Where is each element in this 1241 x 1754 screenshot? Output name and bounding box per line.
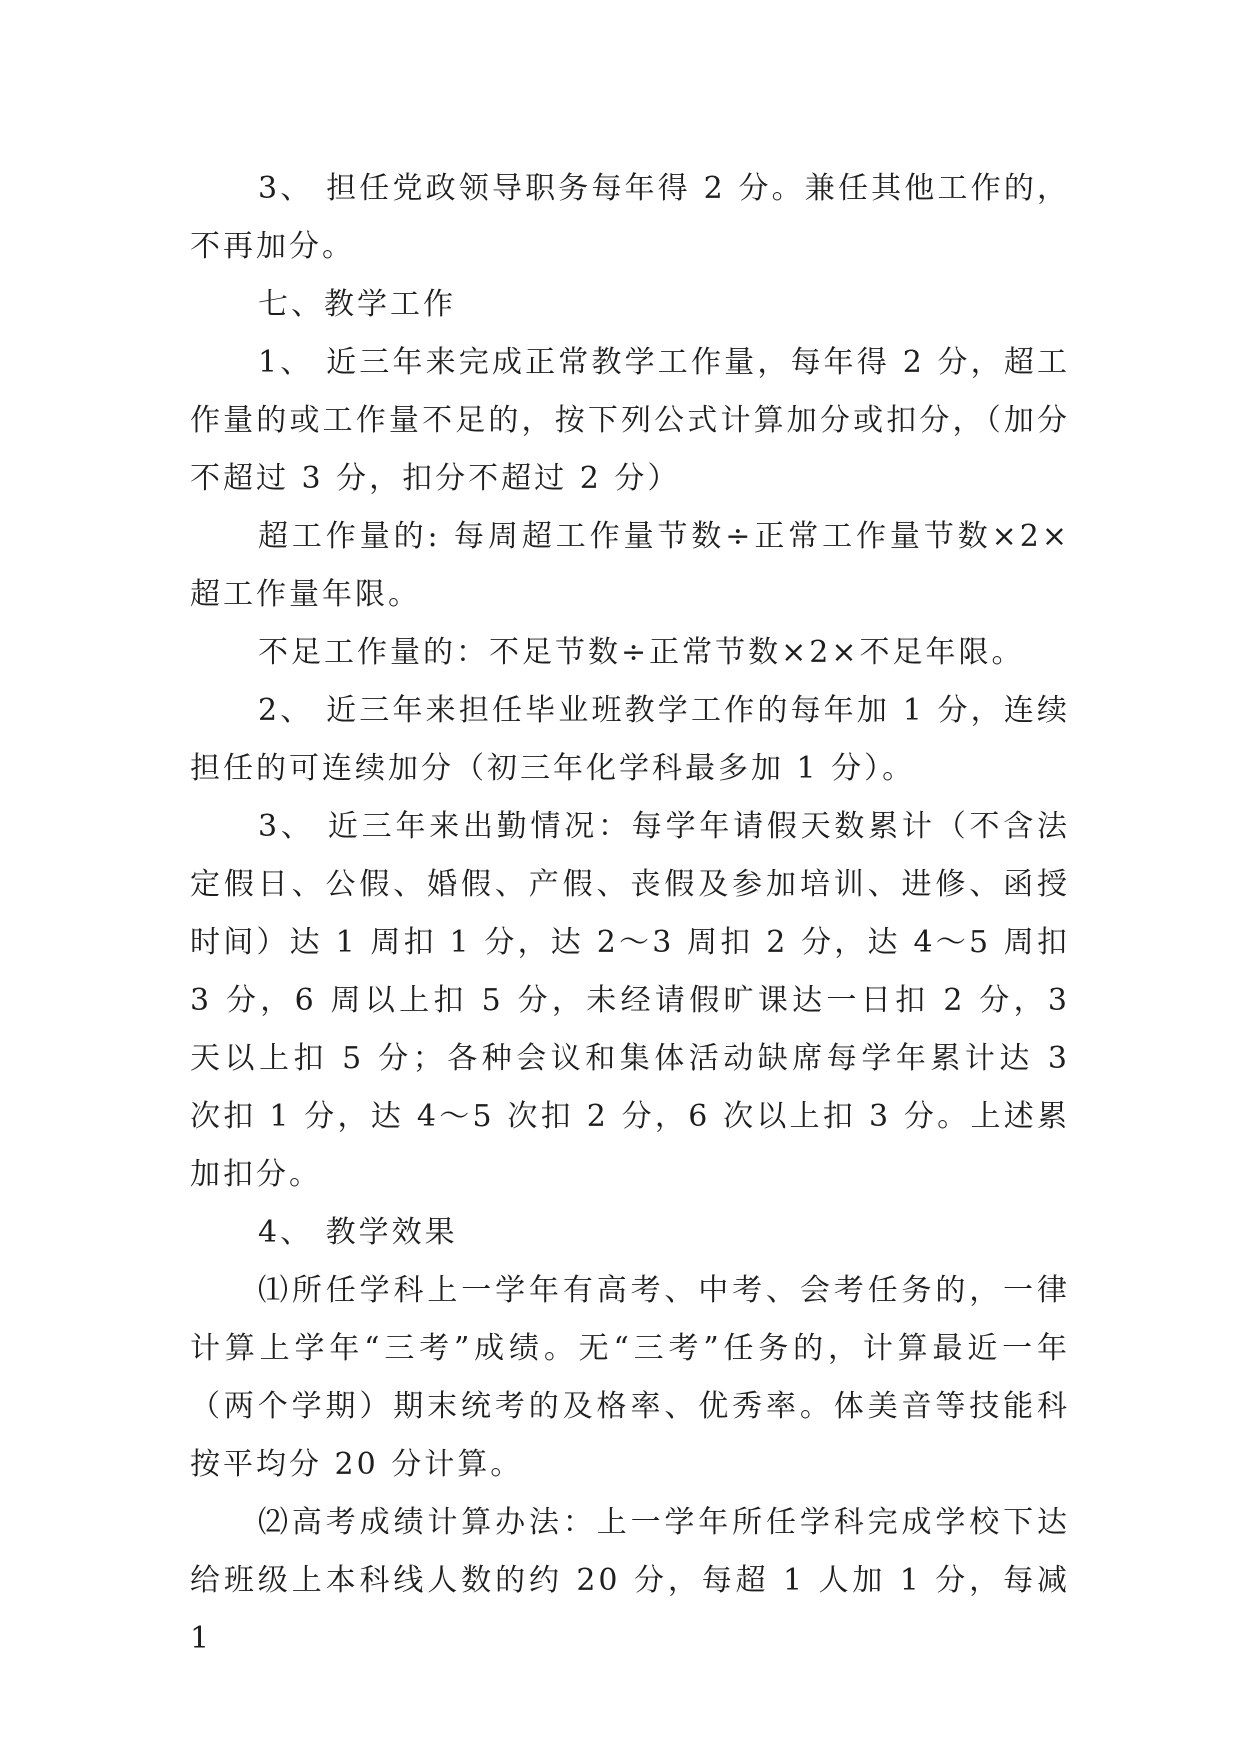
paragraph-graduating-class: 2、 近三年来担任毕业班教学工作的每年加 1 分，连续担任的可连续加分（初三年化学科最多加 1 分）。 bbox=[190, 693, 1070, 786]
paragraph-teaching-effect-heading: 4、 教学效果 bbox=[258, 1215, 458, 1250]
paragraph-leadership-points: 3、 担任党政领导职务每年得 2 分。兼任其他工作的，不再加分。 bbox=[190, 171, 1070, 264]
paragraph-gaokao-calculation: ⑵高考成绩计算办法：上一学年所任学科完成学校下达给班级上本科线人数的约 20 分，每超 1 人加 1 分，每减 1 bbox=[190, 1505, 1070, 1656]
paragraph-attendance: 3、 近三年来出勤情况：每学年请假天数累计（不含法定假日、公假、婚假、产假、丧假及参加培训、进修、函授时间）达 1 周扣 1 分，达 2～3 周扣 2 分，达 4～5 周扣 3 分，6 周以上扣 5 分，未经请假旷课达一日扣 2 分，3 天以上扣 5 分；各种会议和集体活动缺席每学年累计达 3 次扣 1 分，达 4～5 次扣 2 分，6 次以上扣 3 分。上述累加扣分。 bbox=[190, 809, 1070, 1192]
paragraph-workload: 1、 近三年来完成正常教学工作量，每年得 2 分，超工作量的或工作量不足的，按下列公式计算加分或扣分，（加分不超过 3 分，扣分不超过 2 分） bbox=[190, 345, 1070, 496]
paragraph-underload-formula: 不足工作量的：不足节数÷正常节数×2×不足年限。 bbox=[258, 635, 1025, 670]
document-body bbox=[190, 160, 1070, 1668]
section-heading-teaching-work: 七、教学工作 bbox=[258, 287, 456, 322]
paragraph-overload-formula: 超工作量的: 每周超工作量节数÷正常工作量节数×2×超工作量年限。 bbox=[190, 519, 1070, 612]
paragraph-exam-results: ⑴所任学科上一学年有高考、中考、会考任务的，一律计算上学年“三考”成绩。无“三考”任务的，计算最近一年（两个学期）期末统考的及格率、优秀率。体美音等技能科按平均分 20 分计算。 bbox=[190, 1273, 1070, 1482]
